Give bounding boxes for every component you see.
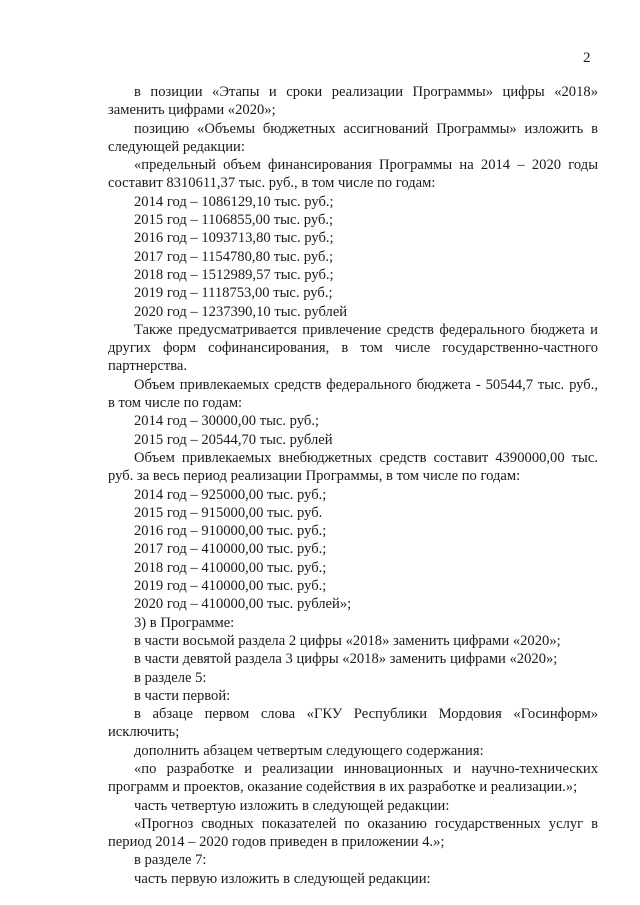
paragraph: в разделе 7: — [134, 852, 207, 869]
year-line: 2015 год – 915000,00 тыс. руб. — [134, 504, 323, 521]
paragraph: «предельный объем финансирования Программы на 2014 – 2020 годы составит 8310611,37 тыс. руб., в том числе по годам: — [108, 157, 598, 192]
year-line: 2017 год – 410000,00 тыс. руб.; — [134, 541, 327, 558]
year-line: 2019 год – 410000,00 тыс. руб.; — [134, 578, 327, 595]
paragraph: в абзаце первом слова «ГКУ Республики Мордовия «Госинформ» исключить; — [108, 706, 598, 741]
paragraph: в части первой: — [134, 687, 231, 704]
paragraph: Объем привлекаемых внебюджетных средств составит 4390000,00 тыс. руб. за весь период реализации Программы, в том числе по годам: — [108, 449, 598, 485]
paragraph: в части девятой раздела 3 цифры «2018» заменить цифрами «2020»; — [134, 651, 558, 668]
year-line: 2020 год – 410000,00 тыс. рублей»; — [134, 596, 352, 613]
section-heading: 3) в Программе: — [134, 614, 235, 631]
paragraph: в разделе 5: — [134, 669, 207, 686]
year-line: 2016 год – 1093713,80 тыс. руб.; — [134, 230, 334, 247]
paragraph: Также предусматривается привлечение средств федерального бюджета и других форм софинансирования, в том числе государственно-частного партнерства. — [108, 321, 598, 375]
paragraph: в позиции «Этапы и сроки реализации Программы» цифры «2018» заменить цифрами «2020»; — [108, 84, 598, 119]
paragraph: «Прогноз сводных показателей по оказанию государственных услуг в период 2014 – 2020 годов приведен в приложении 4.»; — [108, 815, 598, 851]
paragraph: в части восьмой раздела 2 цифры «2018» заменить цифрами «2020»; — [134, 632, 561, 649]
document-body — [108, 83, 598, 888]
paragraph: часть четвертую изложить в следующей редакции: — [134, 797, 450, 814]
year-line: 2014 год – 925000,00 тыс. руб.; — [134, 486, 327, 503]
year-line: 2018 год – 410000,00 тыс. руб.; — [134, 559, 327, 576]
paragraph: позицию «Объемы бюджетных ассигнований Программы» изложить в следующей редакции: — [108, 120, 598, 155]
paragraph: Объем привлекаемых средств федерального бюджета - 50544,7 тыс. руб., в том числе по годам: — [108, 376, 598, 412]
year-line: 2019 год – 1118753,00 тыс. руб.; — [134, 285, 333, 302]
year-line: 2015 год – 20544,70 тыс. рублей — [134, 431, 333, 448]
year-line: 2015 год – 1106855,00 тыс. руб.; — [134, 212, 334, 229]
year-line: 2016 год – 910000,00 тыс. руб.; — [134, 523, 327, 540]
year-line: 2020 год – 1237390,10 тыс. рублей — [134, 303, 348, 320]
paragraph: часть первую изложить в следующей редакции: — [134, 870, 431, 887]
paragraph: «по разработке и реализации инновационных и научно-технических программ и проектов, оказание содействия в их разработке и реализации.»; — [108, 760, 598, 796]
year-line: 2017 год – 1154780,80 тыс. руб.; — [134, 248, 334, 265]
year-line: 2014 год – 1086129,10 тыс. руб.; — [134, 193, 334, 210]
year-line: 2014 год – 30000,00 тыс. руб.; — [134, 413, 320, 430]
page-number: 2 — [583, 50, 591, 66]
paragraph: дополнить абзацем четвертым следующего содержания: — [134, 742, 484, 759]
year-line: 2018 год – 1512989,57 тыс. руб.; — [134, 266, 334, 283]
